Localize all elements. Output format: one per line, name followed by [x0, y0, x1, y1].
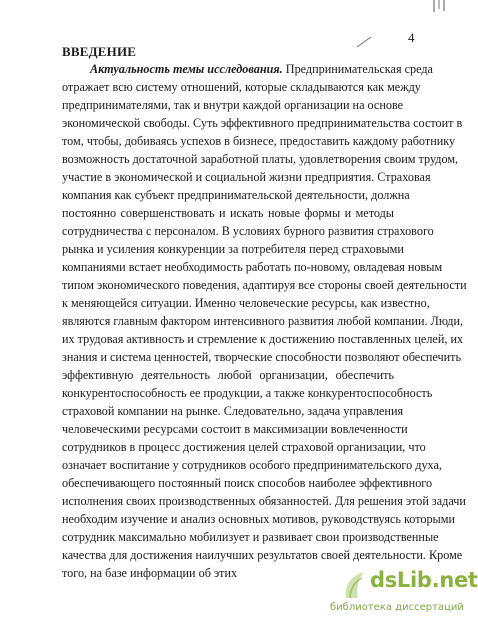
- text-line: предпринимателями, так и внутри каждой организации на основе: [62, 98, 404, 112]
- text-line: того, на базе информации об этих: [62, 566, 238, 580]
- text-line: типом экономического поведения, адаптируя все стороны своей деятельности: [62, 278, 467, 292]
- text-line: возможность достаточной заработной платы, удовлетворения своим трудом,: [62, 152, 459, 166]
- scan-edge-marks: [430, 0, 450, 14]
- paragraph-lead: Актуальность темы исследования.: [90, 62, 283, 76]
- text-line: к меняющейся ситуации. Именно человеческие ресурсы, как известно,: [62, 296, 430, 310]
- text-line: знания и система ценностей, творческие способности позволяют обеспечить: [62, 350, 462, 364]
- dslib-watermark: [330, 568, 478, 618]
- section-heading: ВВЕДЕНИЕ: [62, 44, 137, 59]
- text-line: отражает всю систему отношений, которые складываются как между: [62, 80, 421, 94]
- page-number: 4: [408, 30, 415, 45]
- text-line: исполнения своих производственных обязанностей. Для решения этой задачи: [62, 494, 466, 508]
- watermark-logo-text: dsLib.net: [370, 568, 478, 592]
- text-line: качества для достижения наилучших результатов своей деятельности. Кроме: [62, 548, 463, 562]
- text-line: [62, 60, 433, 78]
- text-line: конкурентоспособность ее продукции, а также конкурентоспособность: [62, 386, 433, 400]
- text-line: сотрудников в процесс достижения целей страховой организации, что: [62, 440, 426, 454]
- pen-mark: [356, 36, 372, 48]
- text-line: экономической свободы. Суть эффективного предпринимательства состоит в: [62, 116, 463, 130]
- text-line: обеспечивающего постоянный поиск способов наиболее эффективного: [62, 476, 433, 490]
- text-line: необходим изучение и анализ основных мотивов, руководствуясь которыми: [62, 512, 455, 526]
- text-line: рынка и усиления конкуренции за потребителя перед страховыми: [62, 242, 404, 256]
- text-line: означает воспитание у сотрудников особого предпринимательского духа,: [62, 458, 442, 472]
- text-line: постоянно совершенствовать и искать новые формы и методы: [62, 206, 394, 220]
- text-line: страховой компании на рынке. Следовательно, задача управления: [62, 404, 404, 418]
- text-line: эффективную деятельность любой организации, обеспечить: [62, 368, 394, 382]
- text-line: компаниями встает необходимость работать по-новому, овладевая новым: [62, 260, 443, 274]
- text-line: человеческими ресурсами состоит в максимизации вовлеченности: [62, 422, 408, 436]
- text-line: их трудовая активность и стремление к достижению поставленных целей, их: [62, 332, 464, 346]
- watermark-subtitle: библиотека диссертаций: [330, 602, 464, 613]
- text-line: участие в экономической и социальной жизни предприятия. Страховая: [62, 170, 431, 184]
- text-line: сотрудничества с персоналом. В условиях бурного развития страхового: [62, 224, 434, 238]
- text-line: сотрудник максимально мобилизует и развивает свои производственные: [62, 530, 439, 544]
- text-line: компания как субъект предпринимательской деятельности, должна: [62, 188, 410, 202]
- text-line: том, чтобы, добиваясь успехов в бизнесе, предоставить каждому работнику: [62, 134, 456, 148]
- text-line: являются главным фактором интенсивного развития любой компании. Люди,: [62, 314, 464, 328]
- text-line-rest: Предпринимательская среда: [282, 62, 433, 76]
- dslib-logo-icon: [342, 570, 368, 600]
